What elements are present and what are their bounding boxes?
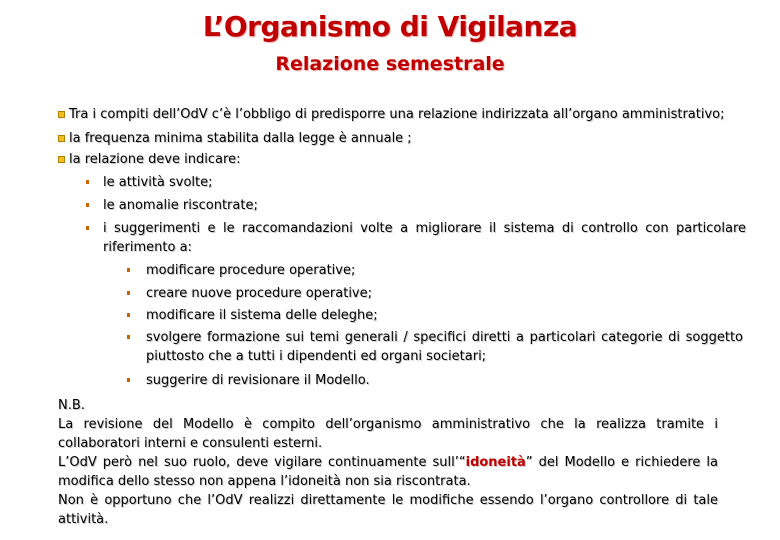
note-p2-before: L’OdV però nel suo ruolo, deve vigilare continuamente sull’“ bbox=[58, 455, 466, 470]
note-p2-after: ” del Modello e richiedere la modifica dello stesso non appena l’idoneità non sia riscontrata. bbox=[58, 455, 718, 489]
note-paragraph-3: Non è opportuno che l’OdV realizzi direttamente le modifiche essendo l’organo controllore di tale attività. bbox=[58, 493, 718, 527]
note-paragraph-2 bbox=[58, 453, 718, 491]
sub-sub-bullet-icon bbox=[127, 291, 130, 295]
bullet-text: la relazione deve indicare: bbox=[69, 152, 241, 167]
sub-bullet-text: i suggerimenti e le raccomandazioni volte a migliorare il sistema di controllo con particolare riferimento a: bbox=[103, 221, 746, 255]
sub-bullet-text: le attività svolte; bbox=[103, 175, 213, 190]
bullet-square-icon bbox=[58, 111, 65, 118]
note-paragraph-1: La revisione del Modello è compito dell’organismo amministrativo che la realizza tramite i collaboratori interni e consulenti esterni. bbox=[58, 417, 718, 451]
sub-sub-bullet-icon bbox=[127, 378, 130, 382]
sub-sub-bullet-text: creare nuove procedure operative; bbox=[146, 286, 373, 301]
bullet-text: Tra i compiti dell’OdV c’è l’obbligo di predisporre una relazione indirizzata all’organo amministrativo; bbox=[69, 107, 725, 122]
note-block bbox=[58, 396, 718, 529]
sub-sub-bullet-text: modificare procedure operative; bbox=[146, 263, 356, 278]
sub-bullet-icon bbox=[86, 226, 89, 230]
sub-sub-bullet-text: svolgere formazione sui temi generali / specifici diretti a particolari categorie di soggetto piuttosto che a tutti i dipendenti ed organi societari; bbox=[146, 330, 743, 364]
bullet-text: la frequenza minima stabilita dalla legge è annuale ; bbox=[69, 131, 412, 146]
bullet-square-icon bbox=[58, 156, 65, 163]
sub-bullet-icon bbox=[86, 180, 89, 184]
slide-subtitle: Relazione semestrale bbox=[275, 53, 505, 75]
sub-sub-bullet-text: suggerire di revisionare il Modello. bbox=[146, 373, 370, 388]
sub-bullet-icon bbox=[86, 203, 89, 207]
sub-sub-bullet-text: modificare il sistema delle deleghe; bbox=[146, 308, 378, 323]
sub-sub-bullet-icon bbox=[127, 313, 130, 317]
sub-bullet-text: le anomalie riscontrate; bbox=[103, 198, 258, 213]
bullet-square-icon bbox=[58, 135, 65, 142]
sub-sub-bullet-icon bbox=[127, 335, 130, 339]
slide-title: L’Organismo di Vigilanza bbox=[202, 10, 578, 43]
note-heading: N.B. bbox=[58, 398, 85, 413]
highlight-idoneita: idoneità bbox=[465, 455, 526, 470]
sub-sub-bullet-icon bbox=[127, 268, 130, 272]
